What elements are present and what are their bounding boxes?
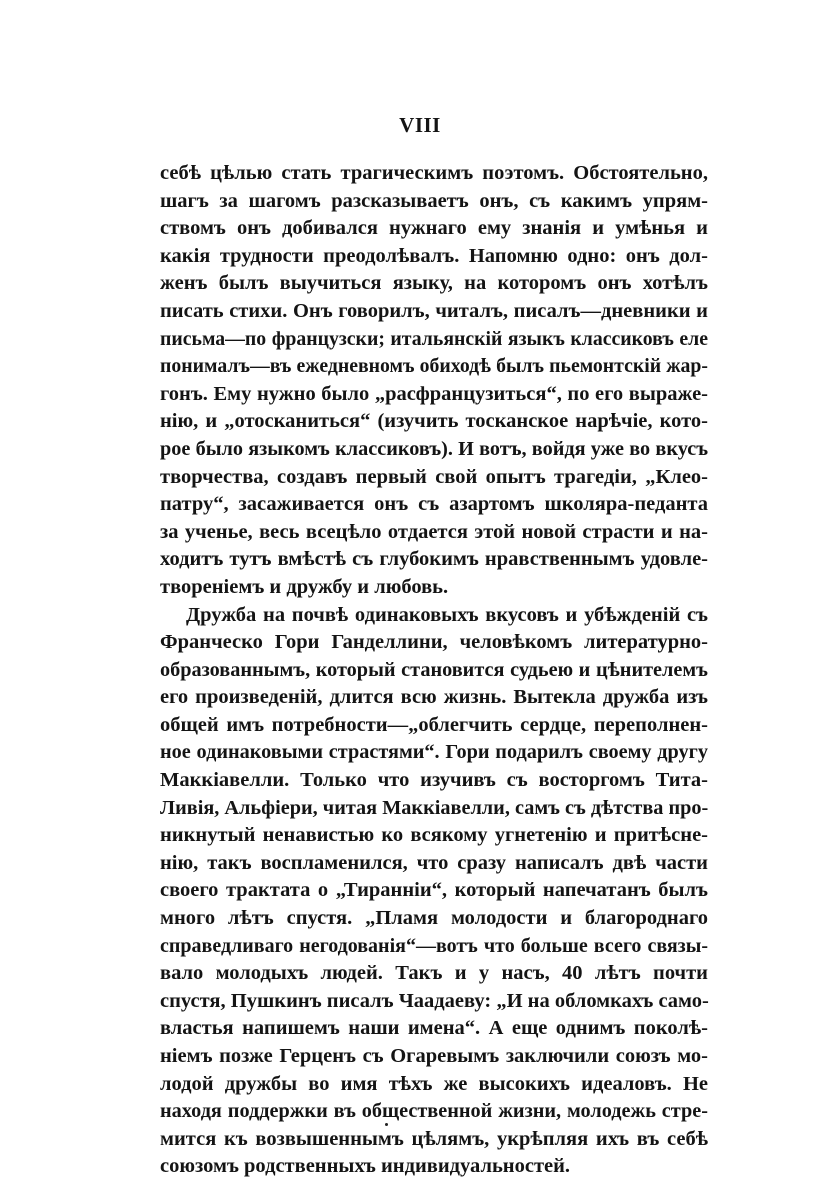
text-line: писать стихи. Онъ говорилъ, читалъ, писалъ—дневники и (160, 299, 708, 322)
text-line: Дружба на почвѣ одинаковыхъ вкусовъ и убѣжденій съ (186, 603, 708, 626)
text-line: шагъ за шагомъ разсказываетъ онъ, съ какимъ упрям- (160, 189, 708, 212)
text-line: патру“, засаживается онъ съ азартомъ школяра-педанта (160, 493, 708, 516)
text-line: нію, такъ воспламенился, что сразу написалъ двѣ части (160, 851, 708, 874)
page-number: VIII (399, 113, 441, 137)
body-text (160, 160, 708, 1181)
text-line: ніемъ позже Герценъ съ Огаревымъ заключили союзъ мо- (160, 1045, 708, 1067)
text-line: творчества, создавъ первый свой опытъ трагедіи, „Клео- (160, 465, 708, 488)
text-line: мится къ возвышеннымъ цѣлямъ, укрѣпляя ихъ въ себѣ (160, 1127, 708, 1150)
text-line: какія трудности преодолѣвалъ. Напомню одно: онъ дол- (160, 244, 708, 267)
text-line: его произведеній, длится всю жизнь. Вытекла дружба изъ (160, 686, 708, 709)
text-line: своего трактата о „Тиранніи“, который напечатанъ былъ (160, 879, 708, 902)
text-line: ствомъ онъ добивался нужнаго ему знанія и умѣнья и (160, 217, 708, 240)
text-line: лодой дружбы во имя тѣхъ же высокихъ идеаловъ. Не (160, 1072, 708, 1095)
text-line: спустя, Пушкинъ писалъ Чаадаеву: „И на обломкахъ само- (160, 989, 709, 1012)
text-line: ходитъ тутъ вмѣстѣ съ глубокимъ нравственнымъ удовле- (160, 548, 708, 571)
text-line: властья напишемъ наши имена“. А еще однимъ поколѣ- (160, 1017, 708, 1040)
ink-speck (385, 1123, 388, 1126)
text-line: твореніемъ и дружбу и любовь. (160, 575, 449, 598)
text-line: вало молодыхъ людей. Такъ и у насъ, 40 лѣтъ почти (160, 962, 708, 985)
text-line: рое было языкомъ классиковъ). И вотъ, войдя уже во вкусъ (160, 437, 708, 460)
text-line: никнутый ненавистью ко всякому угнетенію и притѣсне- (160, 824, 708, 847)
text-line: нію, и „отосканиться“ (изучить тосканское нарѣчіе, кото- (160, 410, 708, 433)
text-line: за ученье, весь всецѣло отдается этой новой страсти и на- (160, 520, 708, 543)
paragraph (160, 602, 708, 1181)
text-line: понималъ—въ ежедневномъ обиходѣ былъ пьемонтскій жар- (160, 355, 708, 378)
paragraph (160, 160, 708, 602)
text-line: справедливаго негодованія“—вотъ что больше всего связы- (160, 934, 708, 957)
text-line: находя поддержки въ общественной жизни, молодежь стре- (160, 1100, 708, 1123)
text-line: Франческо Гори Ганделлини, человѣкомъ литературно- (160, 631, 708, 654)
text-line: много лѣтъ спустя. „Пламя молодости и благороднаго (160, 907, 708, 930)
text-line: Маккіавелли. Только что изучивъ съ восторгомъ Тита- (160, 769, 708, 792)
text-line: женъ былъ выучиться языку, на которомъ онъ хотѣлъ (160, 272, 708, 295)
text-line: общей имъ потребности—„облегчить сердце, переполнен- (160, 713, 708, 736)
text-line: себѣ цѣлью стать трагическимъ поэтомъ. Обстоятельно, (160, 162, 708, 184)
text-line: ное одинаковыми страстями“. Гори подарилъ своему другу (160, 741, 708, 764)
text-line: образованнымъ, который становится судьею и цѣнителемъ (160, 658, 708, 681)
text-line: гонъ. Ему нужно было „расфранцузиться“, по его выраже- (160, 382, 708, 405)
text-line: письма—по французски; итальянскій языкъ классиковъ еле (160, 327, 708, 350)
text-line: Ливія, Альфіери, читая Маккіавелли, самъ съ дѣтства про- (160, 796, 709, 819)
text-line: союзомъ родственныхъ индивидуальностей. (160, 1155, 571, 1178)
